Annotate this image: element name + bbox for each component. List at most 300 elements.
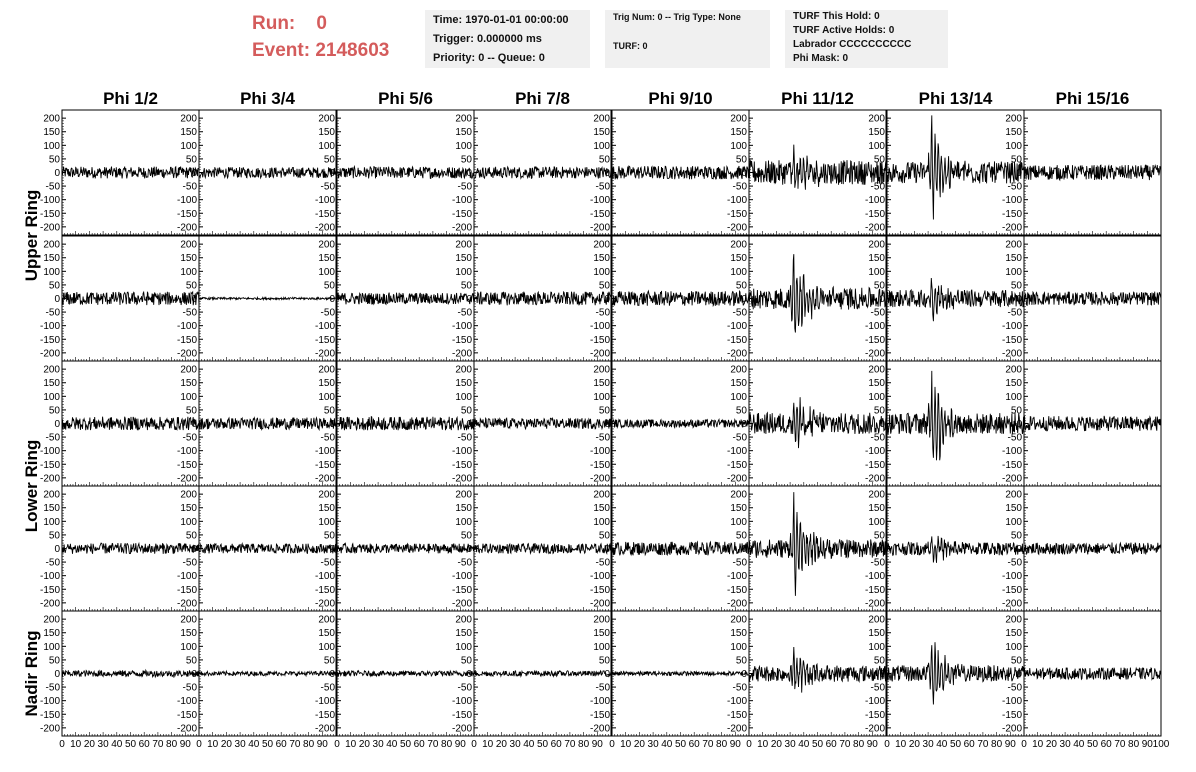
y-tick-label: 50 — [598, 154, 610, 166]
y-tick-label: -150 — [176, 459, 197, 471]
y-tick-label: -150 — [39, 709, 60, 721]
y-tick-label: 0 — [54, 669, 60, 680]
y-tick-label: -50 — [595, 557, 610, 569]
y-tick-label: -100 — [1001, 696, 1022, 708]
y-tick-label: -200 — [39, 348, 60, 360]
y-tick-label: -100 — [451, 571, 472, 583]
y-tick-label: 200 — [43, 364, 60, 376]
y-tick-label: 50 — [185, 405, 197, 417]
y-tick-label: -100 — [1001, 446, 1022, 458]
waveform-trace — [62, 167, 199, 179]
y-tick-label: 0 — [1016, 168, 1022, 179]
x-tick-label: 90 — [316, 739, 328, 750]
y-tick-label: 0 — [879, 669, 885, 680]
y-tick-label: -150 — [864, 709, 885, 721]
waveform-trace — [612, 166, 749, 179]
y-tick-label: 150 — [43, 378, 60, 390]
y-tick-label: -100 — [589, 321, 610, 333]
y-tick-label: 0 — [879, 168, 885, 179]
y-tick-label: 50 — [323, 154, 335, 166]
x-tick-label: 10 — [757, 739, 769, 750]
waveform-trace — [337, 293, 474, 305]
y-tick-label: -150 — [864, 459, 885, 471]
y-tick-label: 150 — [318, 503, 335, 515]
x-tick-label: 30 — [234, 739, 246, 750]
y-tick-label: 100 — [455, 266, 472, 278]
y-tick-label: -100 — [589, 571, 610, 583]
y-tick-label: 0 — [329, 294, 335, 305]
y-tick-label: 50 — [1010, 530, 1022, 542]
y-tick-label: 50 — [323, 280, 335, 292]
y-tick-label: -200 — [314, 473, 335, 485]
y-tick-label: 50 — [1010, 405, 1022, 417]
y-tick-label: 0 — [191, 544, 197, 555]
x-tick-label: 40 — [1073, 739, 1085, 750]
y-tick-label: -50 — [595, 432, 610, 444]
y-tick-label: 100 — [180, 266, 197, 278]
y-tick-label: 50 — [323, 405, 335, 417]
y-tick-label: -200 — [176, 723, 197, 735]
y-tick-label: -50 — [45, 307, 60, 319]
y-tick-label: 150 — [868, 378, 885, 390]
waveform-trace — [887, 642, 1024, 704]
y-tick-label: -50 — [1007, 557, 1022, 569]
y-tick-label: 0 — [879, 544, 885, 555]
x-tick-label: 60 — [963, 739, 975, 750]
y-tick-label: -50 — [1007, 682, 1022, 694]
y-tick-label: 100 — [868, 516, 885, 528]
y-tick-label: -150 — [176, 334, 197, 346]
y-tick-label: -50 — [732, 181, 747, 193]
x-tick-label: 40 — [936, 739, 948, 750]
y-tick-label: -150 — [451, 584, 472, 596]
y-tick-label: 200 — [318, 614, 335, 626]
y-tick-label: -200 — [39, 598, 60, 610]
y-tick-label: 50 — [460, 655, 472, 667]
waveform-trace — [1024, 668, 1161, 680]
y-tick-label: 150 — [1005, 378, 1022, 390]
y-tick-label: 200 — [593, 614, 610, 626]
y-tick-label: 150 — [1005, 503, 1022, 515]
x-tick-label: 60 — [825, 739, 837, 750]
y-tick-label: 100 — [593, 391, 610, 403]
x-tick-label: 100 — [1152, 739, 1170, 750]
y-tick-label: 200 — [455, 239, 472, 251]
y-tick-label: 200 — [455, 489, 472, 501]
y-tick-label: -150 — [864, 208, 885, 220]
y-tick-label: 50 — [598, 280, 610, 292]
x-tick-label: 50 — [536, 739, 549, 750]
y-tick-label: -200 — [726, 598, 747, 610]
x-tick-label: 80 — [991, 739, 1003, 750]
y-tick-label: -50 — [1007, 432, 1022, 444]
y-tick-label: -50 — [870, 682, 885, 694]
y-tick-label: 50 — [48, 405, 60, 417]
y-tick-label: -200 — [589, 348, 610, 360]
y-tick-label: -200 — [1001, 473, 1022, 485]
y-tick-label: 150 — [730, 378, 747, 390]
y-tick-label: -200 — [589, 598, 610, 610]
y-tick-label: 50 — [48, 530, 60, 542]
waveform-trace — [887, 536, 1024, 563]
y-tick-label: -50 — [457, 181, 472, 193]
x-tick-label: 40 — [111, 739, 123, 750]
y-tick-label: 100 — [730, 266, 747, 278]
y-tick-label: -50 — [320, 557, 335, 569]
column-title: Phi 11/12 — [781, 89, 854, 108]
y-tick-label: -50 — [320, 181, 335, 193]
y-tick-label: -100 — [1001, 321, 1022, 333]
x-tick-label: 20 — [1045, 739, 1057, 750]
y-tick-label: 100 — [868, 266, 885, 278]
y-tick-label: -100 — [864, 446, 885, 458]
y-tick-label: 200 — [43, 113, 60, 125]
y-tick-label: -50 — [870, 432, 885, 444]
y-tick-label: 150 — [730, 253, 747, 265]
y-tick-label: 0 — [329, 544, 335, 555]
y-tick-label: 100 — [1005, 516, 1022, 528]
y-tick-label: -100 — [864, 195, 885, 207]
turf-line: TURF: 0 — [613, 41, 648, 51]
y-tick-label: 0 — [54, 419, 60, 430]
y-tick-label: 0 — [329, 419, 335, 430]
y-tick-label: 100 — [180, 641, 197, 653]
y-tick-label: -200 — [1001, 222, 1022, 234]
y-tick-label: 150 — [43, 628, 60, 640]
y-tick-label: 0 — [604, 544, 610, 555]
y-tick-label: -150 — [864, 334, 885, 346]
y-tick-label: -50 — [182, 307, 197, 319]
y-tick-label: -100 — [451, 195, 472, 207]
labrador-line: Labrador CCCCCCCCCC — [793, 39, 912, 50]
column-title: Phi 3/4 — [240, 89, 295, 108]
waveform-trace — [1024, 416, 1161, 431]
x-tick-label: 0 — [1021, 739, 1027, 750]
y-tick-label: 100 — [180, 391, 197, 403]
y-tick-label: 50 — [598, 655, 610, 667]
y-tick-label: -100 — [314, 321, 335, 333]
y-tick-label: 0 — [54, 294, 60, 305]
x-tick-label: 40 — [798, 739, 810, 750]
y-tick-label: -150 — [176, 709, 197, 721]
y-tick-label: 100 — [318, 641, 335, 653]
y-tick-label: -200 — [589, 473, 610, 485]
y-tick-label: 200 — [318, 239, 335, 251]
y-tick-label: 0 — [604, 168, 610, 179]
y-tick-label: -200 — [39, 723, 60, 735]
waveform-trace — [612, 671, 749, 675]
waveform-trace — [749, 145, 886, 190]
x-tick-label: 70 — [152, 739, 164, 750]
y-tick-label: 200 — [868, 614, 885, 626]
waveform-trace — [1024, 543, 1161, 555]
y-tick-label: 200 — [868, 489, 885, 501]
x-tick-label: 90 — [1004, 739, 1016, 750]
x-tick-label: 70 — [427, 739, 439, 750]
y-tick-label: -150 — [864, 584, 885, 596]
x-tick-label: 40 — [661, 739, 673, 750]
y-tick-label: -100 — [39, 446, 60, 458]
y-tick-label: 100 — [318, 516, 335, 528]
y-tick-label: 200 — [455, 614, 472, 626]
x-tick-label: 90 — [1141, 739, 1153, 750]
x-tick-label: 10 — [1032, 739, 1044, 750]
priority-line: Priority: 0 -- Queue: 0 — [433, 52, 545, 64]
column-title: Phi 15/16 — [1055, 89, 1130, 108]
y-tick-label: 150 — [455, 253, 472, 265]
y-tick-label: 50 — [460, 280, 472, 292]
y-tick-label: -200 — [314, 348, 335, 360]
y-tick-label: 0 — [466, 419, 472, 430]
y-tick-label: -200 — [864, 723, 885, 735]
x-tick-label: 80 — [853, 739, 865, 750]
y-tick-label: 0 — [1016, 669, 1022, 680]
y-tick-label: -150 — [589, 334, 610, 346]
y-tick-label: 0 — [191, 669, 197, 680]
y-tick-label: -100 — [176, 321, 197, 333]
x-tick-label: 40 — [523, 739, 535, 750]
y-tick-label: -100 — [726, 195, 747, 207]
x-tick-label: 70 — [289, 739, 301, 750]
y-tick-label: -50 — [182, 682, 197, 694]
y-tick-label: -100 — [39, 195, 60, 207]
y-tick-label: 200 — [730, 239, 747, 251]
y-tick-label: 100 — [1005, 391, 1022, 403]
y-tick-label: -50 — [457, 682, 472, 694]
y-tick-label: 150 — [593, 628, 610, 640]
y-tick-label: -100 — [864, 321, 885, 333]
y-tick-label: -50 — [732, 682, 747, 694]
waveform-trace — [1024, 165, 1161, 180]
waveform-trace — [62, 543, 199, 554]
waveform-trace — [612, 542, 749, 556]
y-tick-label: 50 — [48, 154, 60, 166]
y-tick-label: -150 — [451, 334, 472, 346]
x-tick-label: 30 — [509, 739, 521, 750]
x-tick-label: 80 — [303, 739, 315, 750]
y-tick-label: 100 — [1005, 140, 1022, 152]
x-tick-label: 0 — [746, 739, 752, 750]
y-tick-label: 200 — [318, 113, 335, 125]
y-tick-label: -100 — [39, 696, 60, 708]
y-tick-label: 0 — [741, 419, 747, 430]
x-tick-label: 60 — [550, 739, 562, 750]
y-tick-label: -150 — [1001, 208, 1022, 220]
y-tick-label: -50 — [45, 682, 60, 694]
y-tick-label: 100 — [1005, 266, 1022, 278]
y-tick-label: -200 — [589, 222, 610, 234]
y-tick-label: 100 — [730, 516, 747, 528]
y-tick-label: 150 — [43, 253, 60, 265]
x-tick-label: 80 — [1128, 739, 1140, 750]
y-tick-label: 50 — [323, 655, 335, 667]
y-tick-label: 0 — [466, 544, 472, 555]
y-tick-label: 50 — [735, 655, 747, 667]
time-line: Time: 1970-01-01 00:00:00 — [433, 14, 569, 26]
y-tick-label: -100 — [176, 195, 197, 207]
ring-label: Lower Ring — [22, 439, 41, 533]
x-tick-label: 70 — [1114, 739, 1126, 750]
run-label: Run: — [252, 13, 296, 34]
y-tick-label: 0 — [604, 294, 610, 305]
y-tick-label: -100 — [451, 446, 472, 458]
y-tick-label: -150 — [1001, 459, 1022, 471]
y-tick-label: 50 — [1010, 280, 1022, 292]
y-tick-label: 100 — [730, 641, 747, 653]
x-tick-label: 50 — [1086, 739, 1099, 750]
y-tick-label: 50 — [185, 280, 197, 292]
y-tick-label: 200 — [593, 113, 610, 125]
y-tick-label: 200 — [730, 364, 747, 376]
y-tick-label: -100 — [451, 696, 472, 708]
y-tick-label: 100 — [868, 140, 885, 152]
y-tick-label: -100 — [314, 446, 335, 458]
x-tick-label: 80 — [166, 739, 178, 750]
y-tick-label: 100 — [593, 516, 610, 528]
y-tick-label: 150 — [868, 503, 885, 515]
y-tick-label: -50 — [320, 432, 335, 444]
y-tick-label: 0 — [1016, 419, 1022, 430]
x-tick-label: 50 — [949, 739, 962, 750]
y-tick-label: -50 — [595, 682, 610, 694]
x-tick-label: 90 — [591, 739, 603, 750]
y-tick-label: 150 — [1005, 628, 1022, 640]
y-tick-label: 0 — [54, 544, 60, 555]
y-tick-label: 150 — [180, 127, 197, 139]
x-tick-label: 70 — [702, 739, 714, 750]
y-tick-label: 100 — [318, 391, 335, 403]
y-tick-label: 50 — [323, 530, 335, 542]
x-tick-label: 90 — [866, 739, 878, 750]
y-tick-label: 200 — [593, 489, 610, 501]
y-tick-label: -100 — [1001, 195, 1022, 207]
y-tick-label: 0 — [879, 294, 885, 305]
y-tick-label: 0 — [741, 294, 747, 305]
y-tick-label: 200 — [455, 113, 472, 125]
x-tick-label: 30 — [97, 739, 109, 750]
y-tick-label: 100 — [593, 266, 610, 278]
y-tick-label: 200 — [318, 364, 335, 376]
y-tick-label: -150 — [314, 584, 335, 596]
y-tick-label: 50 — [1010, 655, 1022, 667]
y-tick-label: 200 — [868, 113, 885, 125]
y-tick-label: 200 — [593, 239, 610, 251]
y-tick-label: -50 — [182, 432, 197, 444]
waveform-trace — [337, 671, 474, 676]
x-tick-label: 50 — [674, 739, 687, 750]
ring-label: Upper Ring — [22, 189, 41, 282]
y-tick-label: -100 — [176, 696, 197, 708]
y-tick-label: 150 — [868, 127, 885, 139]
x-tick-label: 70 — [564, 739, 576, 750]
y-tick-label: 50 — [460, 530, 472, 542]
y-tick-label: 50 — [873, 530, 885, 542]
y-tick-label: -200 — [726, 348, 747, 360]
y-tick-label: 0 — [741, 544, 747, 555]
y-tick-label: -100 — [176, 571, 197, 583]
x-tick-label: 0 — [609, 739, 615, 750]
y-tick-label: 200 — [1005, 489, 1022, 501]
y-tick-label: -100 — [726, 696, 747, 708]
y-tick-label: -150 — [451, 208, 472, 220]
y-tick-label: 50 — [873, 655, 885, 667]
y-tick-label: -200 — [39, 222, 60, 234]
y-tick-label: -150 — [726, 584, 747, 596]
x-tick-label: 10 — [482, 739, 494, 750]
y-tick-label: 150 — [180, 378, 197, 390]
y-tick-label: -150 — [726, 334, 747, 346]
y-tick-label: -150 — [39, 334, 60, 346]
y-tick-label: -200 — [1001, 348, 1022, 360]
y-tick-label: 50 — [185, 154, 197, 166]
trig-line: Trig Num: 0 -- Trig Type: None — [613, 12, 741, 22]
y-tick-label: 50 — [873, 405, 885, 417]
x-tick-label: 70 — [839, 739, 851, 750]
column-title: Phi 9/10 — [648, 89, 713, 108]
y-tick-label: -100 — [864, 571, 885, 583]
waveform-trace — [199, 167, 336, 178]
waveform-trace — [62, 292, 199, 305]
waveform-trace — [199, 418, 336, 430]
y-tick-label: -200 — [726, 723, 747, 735]
y-tick-label: -150 — [589, 208, 610, 220]
y-tick-label: 50 — [1010, 154, 1022, 166]
y-tick-label: 100 — [43, 266, 60, 278]
y-tick-label: 0 — [1016, 294, 1022, 305]
y-tick-label: 0 — [741, 669, 747, 680]
y-tick-label: 100 — [43, 140, 60, 152]
x-tick-label: 60 — [688, 739, 700, 750]
y-tick-label: -50 — [732, 307, 747, 319]
waveform-trace — [337, 417, 474, 431]
y-tick-label: -150 — [39, 459, 60, 471]
x-tick-label: 30 — [372, 739, 384, 750]
y-tick-label: 150 — [455, 127, 472, 139]
y-tick-label: -200 — [864, 348, 885, 360]
y-tick-label: -200 — [451, 598, 472, 610]
y-tick-label: -100 — [176, 446, 197, 458]
y-tick-label: 100 — [43, 516, 60, 528]
y-tick-label: -50 — [1007, 181, 1022, 193]
y-tick-label: 50 — [598, 405, 610, 417]
y-tick-label: -100 — [726, 446, 747, 458]
waveform-trace — [474, 418, 611, 429]
y-tick-label: -150 — [1001, 334, 1022, 346]
y-tick-label: -100 — [726, 321, 747, 333]
waveform-trace — [474, 544, 611, 554]
y-tick-label: 200 — [180, 489, 197, 501]
y-tick-label: 150 — [593, 127, 610, 139]
y-tick-label: 200 — [43, 614, 60, 626]
y-tick-label: 200 — [730, 489, 747, 501]
y-tick-label: -150 — [1001, 709, 1022, 721]
y-tick-label: -200 — [589, 723, 610, 735]
y-tick-label: -50 — [732, 557, 747, 569]
y-tick-label: -50 — [45, 557, 60, 569]
waveform-trace — [199, 297, 336, 299]
y-tick-label: -50 — [457, 307, 472, 319]
x-tick-label: 0 — [334, 739, 340, 750]
x-tick-label: 30 — [1059, 739, 1071, 750]
x-tick-label: 10 — [207, 739, 219, 750]
x-tick-label: 80 — [716, 739, 728, 750]
y-tick-label: 50 — [460, 154, 472, 166]
x-tick-label: 60 — [138, 739, 150, 750]
y-tick-label: -200 — [451, 348, 472, 360]
x-tick-label: 80 — [578, 739, 590, 750]
y-tick-label: 0 — [466, 168, 472, 179]
y-tick-label: 50 — [735, 280, 747, 292]
